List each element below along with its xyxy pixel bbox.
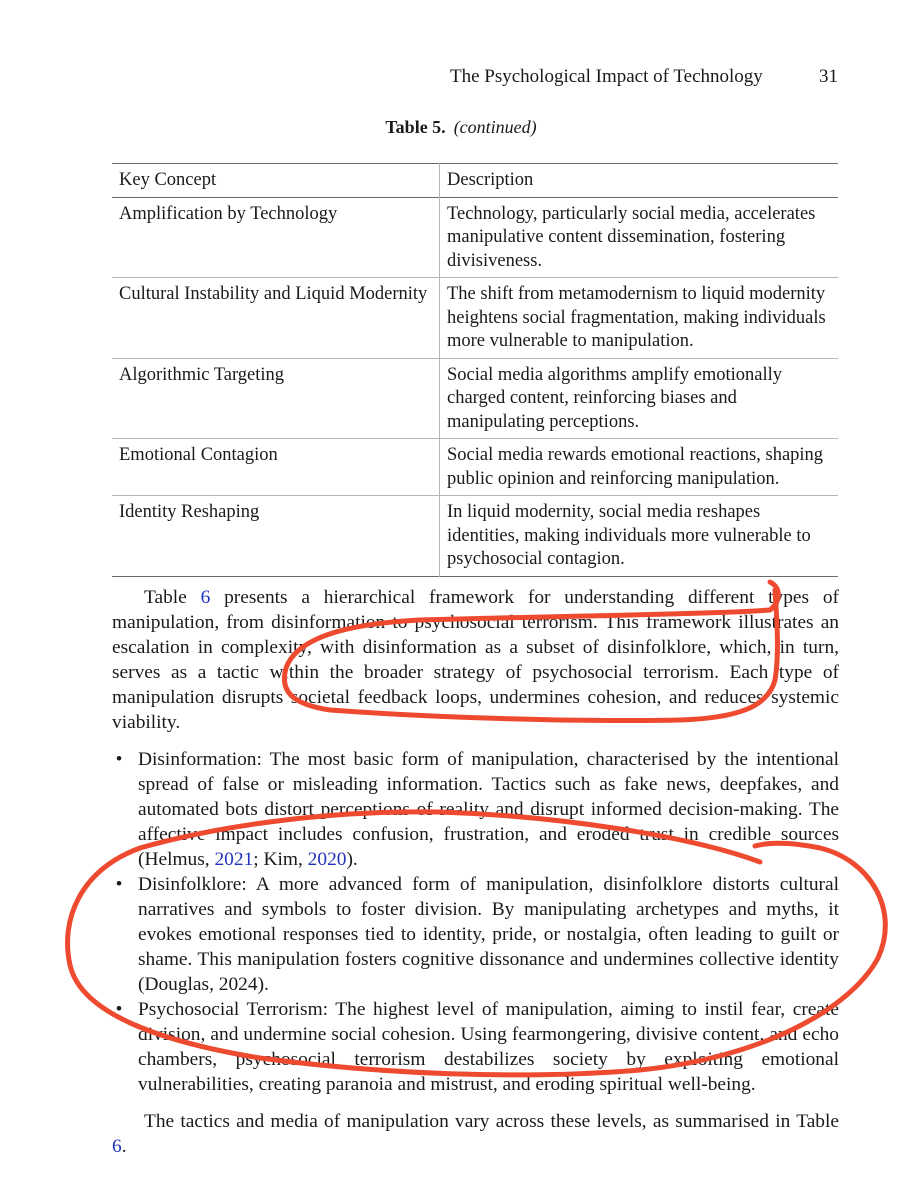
column-header-key-concept: Key Concept	[112, 164, 440, 198]
table-cell-concept: Amplification by Technology	[112, 197, 440, 278]
table-6-link-closing[interactable]: 6	[112, 1136, 122, 1157]
psychosocial-terrorism-text: Psychosocial Terrorism: The highest level of manipulation, aiming to instil fear, create division, and undermine social cohesion. Using fearmongering, divisive content, and echo chambers, psychosocial terrorism destabilizes society by exploiting emotional vulnerabilities, creating paranoia and mistrust, and eroding spiritual well-being.	[138, 999, 839, 1095]
table-cell-description: Technology, particularly social media, accelerates manipulative content dissemination, fostering divisiveness.	[447, 203, 816, 271]
body-text	[112, 585, 839, 1159]
table-cell-description: Social media algorithms amplify emotionally charged content, reinforcing biases and manipulating perceptions.	[447, 364, 782, 432]
intro-paragraph	[112, 585, 839, 735]
table-row	[112, 358, 838, 439]
disinformation-text: Disinformation: The most basic form of manipulation, characterised by the intentional spread of false or misleading information. Tactics such as fake news, deepfakes, and automated bots distort perceptions of reality and disrupt informed decision-making. The affective impact includes confusion, frustration, and eroded trust in credible sources (Helmus,	[138, 749, 839, 870]
page-number: 31	[819, 66, 838, 87]
key-concepts-table	[112, 163, 838, 577]
citation-separator: ; Kim,	[253, 849, 308, 870]
table-6-link[interactable]: 6	[200, 587, 211, 608]
citation-end: ).	[346, 849, 358, 870]
closing-text: The tactics and media of manipulation vary across these levels, as summarised in Table	[144, 1111, 839, 1132]
closing-end: .	[121, 1136, 127, 1157]
list-item-disinfolklore	[112, 872, 839, 997]
table-cell-concept: Algorithmic Targeting	[112, 358, 440, 439]
table-cell-concept: Emotional Contagion	[112, 439, 440, 496]
table-header-row	[112, 164, 838, 198]
running-title: The Psychological Impact of Technology	[450, 66, 763, 87]
table-caption-note: (continued)	[453, 117, 537, 137]
citation-kim-2020-link[interactable]: 2020	[307, 849, 347, 870]
table-cell-description: In liquid modernity, social media reshapes identities, making individuals more vulnerable to psychosocial contagion.	[447, 502, 811, 569]
closing-paragraph	[112, 1109, 839, 1159]
intro-lead: Table	[144, 587, 201, 608]
column-header-description: Description	[447, 170, 534, 190]
table-row	[112, 439, 838, 496]
bullet-icon: •	[115, 749, 123, 770]
table-row	[112, 197, 838, 278]
intro-rest: presents a hierarchical framework for understanding different types of manipulation, from disinformation to psychosocial terrorism. This framework illustrates an escalation in complexity, with disinformation as a subset of disinfolklore, which, in turn, serves as a tactic within the broader strategy of psychosocial terrorism. Each type of manipulation disrupts societal feedback loops, undermines cohesion, and reduces systemic viability.	[112, 587, 839, 733]
table-row	[112, 496, 838, 577]
list-item-psychosocial-terrorism	[112, 997, 839, 1097]
bullet-icon: •	[115, 874, 123, 895]
list-item-disinformation	[112, 747, 839, 872]
table-cell-description: Social media rewards emotional reactions, shaping public opinion and reinforcing manipulation.	[447, 445, 824, 489]
table-row	[112, 278, 838, 359]
bullet-icon: •	[115, 999, 123, 1020]
manipulation-types-list	[112, 747, 839, 1097]
table-caption	[0, 117, 922, 138]
table-caption-label: Table 5.	[385, 117, 446, 137]
disinfolklore-text: Disinfolklore: A more advanced form of manipulation, disinfolklore distorts cultural narratives and symbols to foster division. By manipulating archetypes and myths, it evokes emotional responses tied to identity, pride, or nostalgia, often leading to guilt or shame. This manipulation fosters cognitive dissonance and undermines collective identity (Douglas, 2024).	[138, 874, 839, 995]
citation-helmus-2021-link[interactable]: 2021	[214, 849, 254, 870]
table-cell-concept: Cultural Instability and Liquid Modernity	[112, 278, 440, 359]
table-cell-concept: Identity Reshaping	[112, 496, 440, 577]
table-cell-description: The shift from metamodernism to liquid modernity heightens social fragmentation, making individuals more vulnerable to manipulation.	[447, 284, 826, 351]
